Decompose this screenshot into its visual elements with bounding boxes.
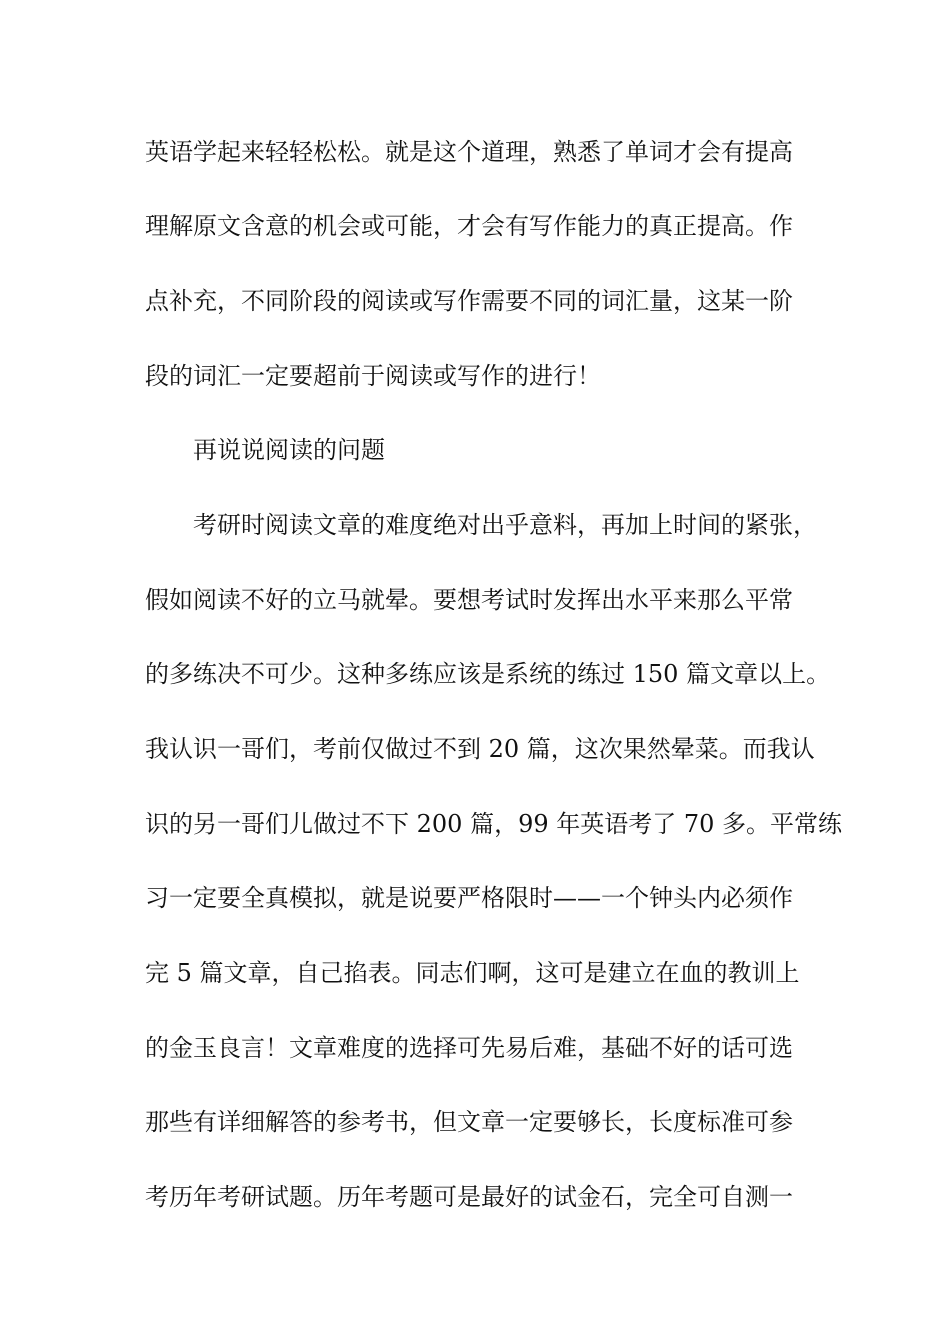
body-text-line: 的金玉良言！文章难度的选择可先易后难，基础不好的话可选 (145, 1034, 793, 1062)
body-text-line: 假如阅读不好的立马就晕。要想考试时发挥出水平来那么平常 (145, 586, 793, 614)
section-heading: 再说说阅读的问题 (193, 436, 385, 464)
body-text-line: 考历年考研试题。历年考题可是最好的试金石，完全可自测一 (145, 1183, 793, 1211)
body-text-line: 点补充，不同阶段的阅读或写作需要不同的词汇量，这某一阶 (145, 287, 793, 315)
body-text-line: 我认识一哥们，考前仅做过不到 20 篇，这次果然晕菜。而我认 (145, 735, 815, 763)
body-text-line: 识的另一哥们儿做过不下 200 篇，99 年英语考了 70 多。平常练 (145, 810, 843, 838)
body-text-line: 段的词汇一定要超前于阅读或写作的进行！ (145, 362, 601, 390)
body-text-line: 那些有详细解答的参考书，但文章一定要够长，长度标准可参 (145, 1108, 793, 1136)
body-text-line: 的多练决不可少。这种多练应该是系统的练过 150 篇文章以上。 (145, 660, 831, 688)
body-text-line: 完 5 篇文章，自己掐表。同志们啊，这可是建立在血的教训上 (145, 959, 800, 987)
paragraph-first-line: 考研时阅读文章的难度绝对出乎意料，再加上时间的紧张， (193, 511, 817, 539)
body-text-line: 英语学起来轻轻松松。就是这个道理，熟悉了单词才会有提高 (145, 138, 793, 166)
body-text-line: 习一定要全真模拟，就是说要严格限时——一个钟头内必须作 (145, 884, 793, 912)
body-text-line: 理解原文含意的机会或可能，才会有写作能力的真正提高。作 (145, 212, 793, 240)
